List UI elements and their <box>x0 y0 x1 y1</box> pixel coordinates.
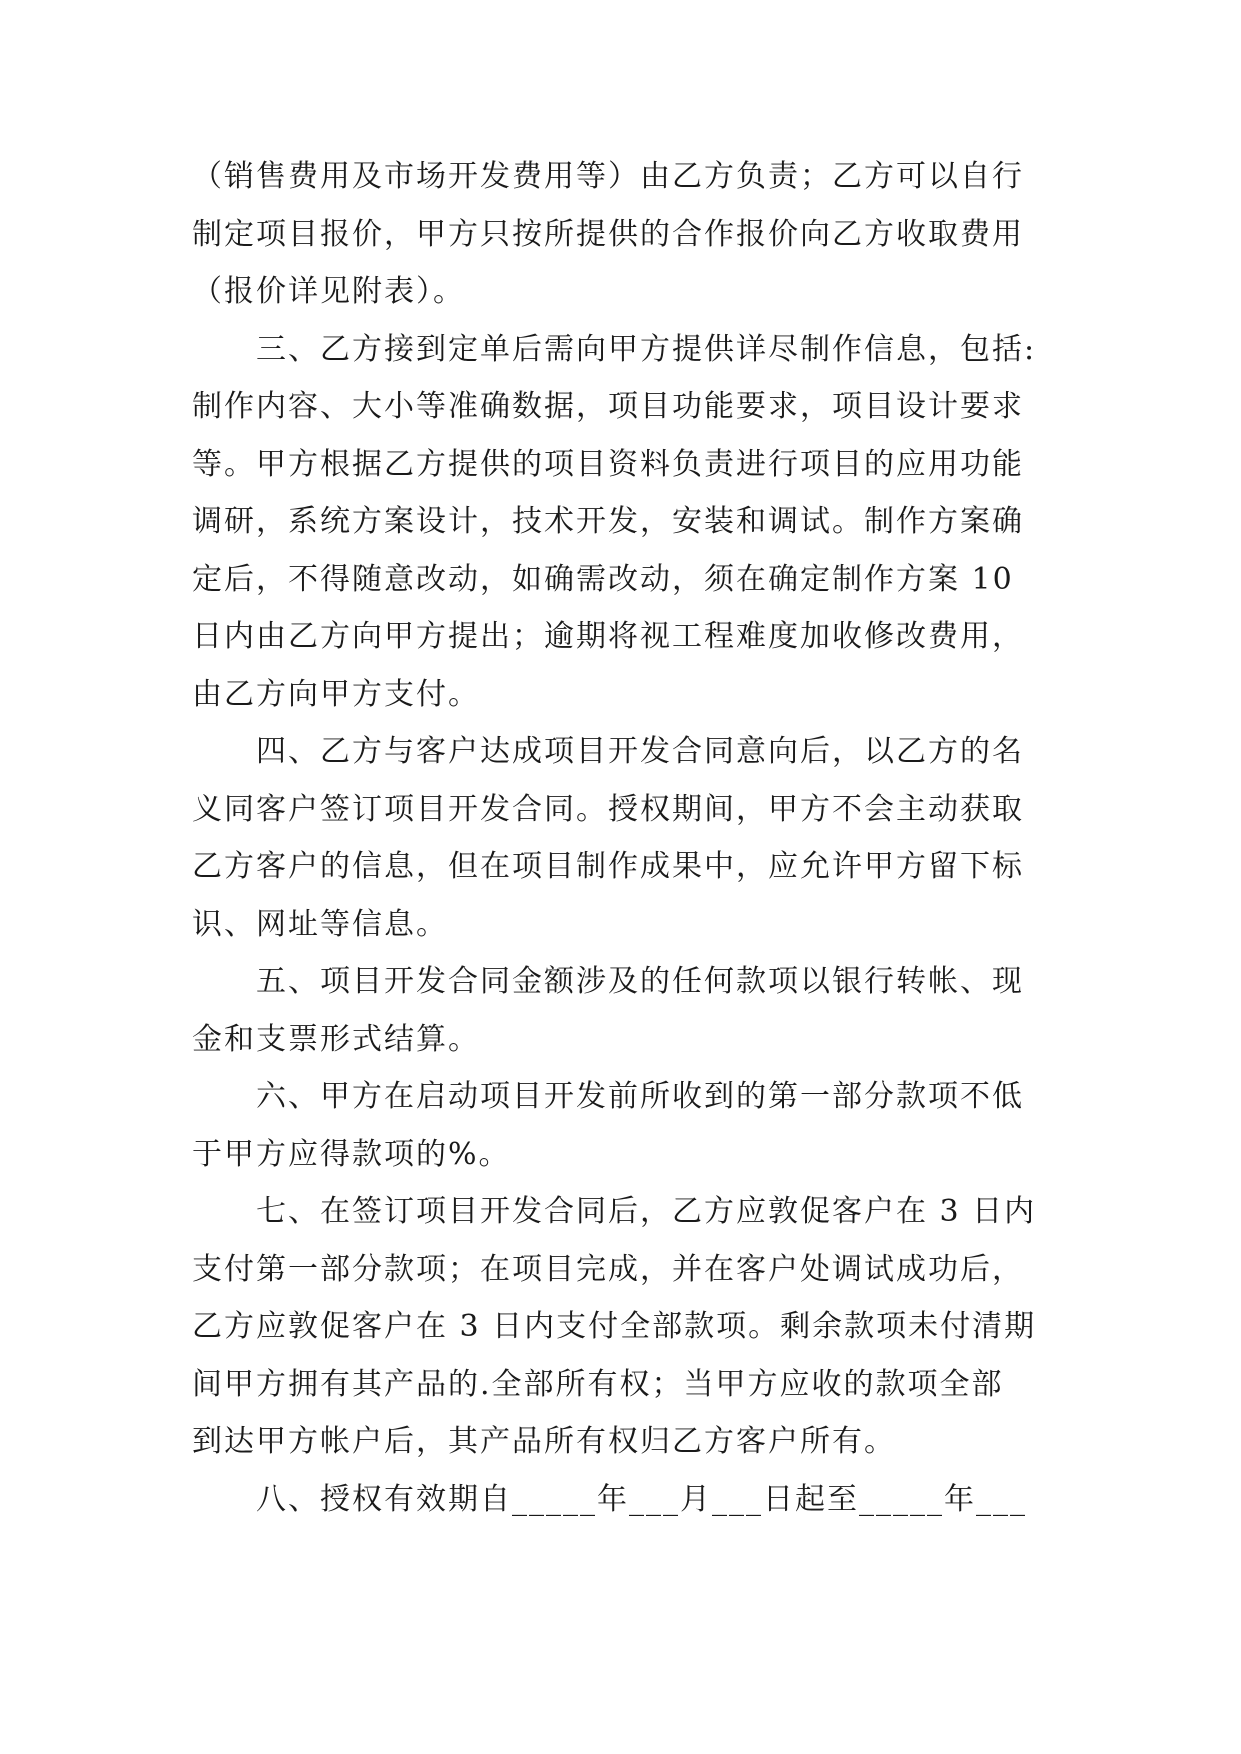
paragraph-line: 乙方应敦促客户在 3 日内支付全部款项。剩余款项未付清期 <box>192 1309 1037 1344</box>
paragraph-line: 制定项目报价，甲方只按所提供的合作报价向乙方收取费用 <box>192 216 1024 252</box>
paragraph-line: 支付第一部分款项；在项目完成，并在客户处调试成功后， <box>192 1251 1024 1287</box>
document-body <box>192 148 1052 1528</box>
paragraph-first-line: 七、在签订项目开发合同后，乙方应敦促客户在 3 日内 <box>256 1194 1037 1229</box>
paragraph-line: 调研，系统方案设计，技术开发，安装和调试。制作方案确 <box>192 504 1024 539</box>
paragraph-line: 于甲方应得款项的%。 <box>192 1136 511 1172</box>
paragraph-line: 金和支票形式结算。 <box>192 1021 480 1057</box>
paragraph-line: 到达甲方帐户后，其产品所有权归乙方客户所有。 <box>192 1424 896 1459</box>
paragraph-first-line: 六、甲方在启动项目开发前所收到的第一部分款项不低 <box>256 1079 1024 1114</box>
paragraph-first-line: 四、乙方与客户达成项目开发合同意向后，以乙方的名 <box>256 734 1024 769</box>
paragraph-line: 间甲方拥有其产品的.全部所有权；当甲方应收的款项全部 <box>192 1366 1004 1402</box>
paragraph-first-line: 五、项目开发合同金额涉及的任何款项以银行转帐、现 <box>256 964 1024 999</box>
paragraph-line: 乙方客户的信息，但在项目制作成果中，应允许甲方留下标 <box>192 849 1024 884</box>
paragraph-line: 识、网址等信息。 <box>192 906 448 942</box>
paragraph-line: 义同客户签订项目开发合同。授权期间，甲方不会主动获取 <box>192 791 1024 827</box>
paragraph-line: （报价详见附表）。 <box>192 274 465 309</box>
paragraph-line: 日内由乙方向甲方提出；逾期将视工程难度加收修改费用， <box>192 619 1024 654</box>
paragraph-line: 定后，不得随意改动，如确需改动，须在确定制作方案 10 <box>192 561 1014 597</box>
paragraph-first-line: 三、乙方接到定单后需向甲方提供详尽制作信息，包括: <box>256 331 1037 367</box>
paragraph-line: 制作内容、大小等准确数据，项目功能要求，项目设计要求 <box>192 389 1024 424</box>
paragraph-first-line: 八、授权有效期自_____年___月___日起至_____年___ <box>256 1481 1027 1517</box>
paragraph-line: （销售费用及市场开发费用等）由乙方负责；乙方可以自行 <box>192 159 1024 194</box>
paragraph-line: 由乙方向甲方支付。 <box>192 676 480 712</box>
paragraph-line: 等。甲方根据乙方提供的项目资料负责进行项目的应用功能 <box>192 446 1024 482</box>
